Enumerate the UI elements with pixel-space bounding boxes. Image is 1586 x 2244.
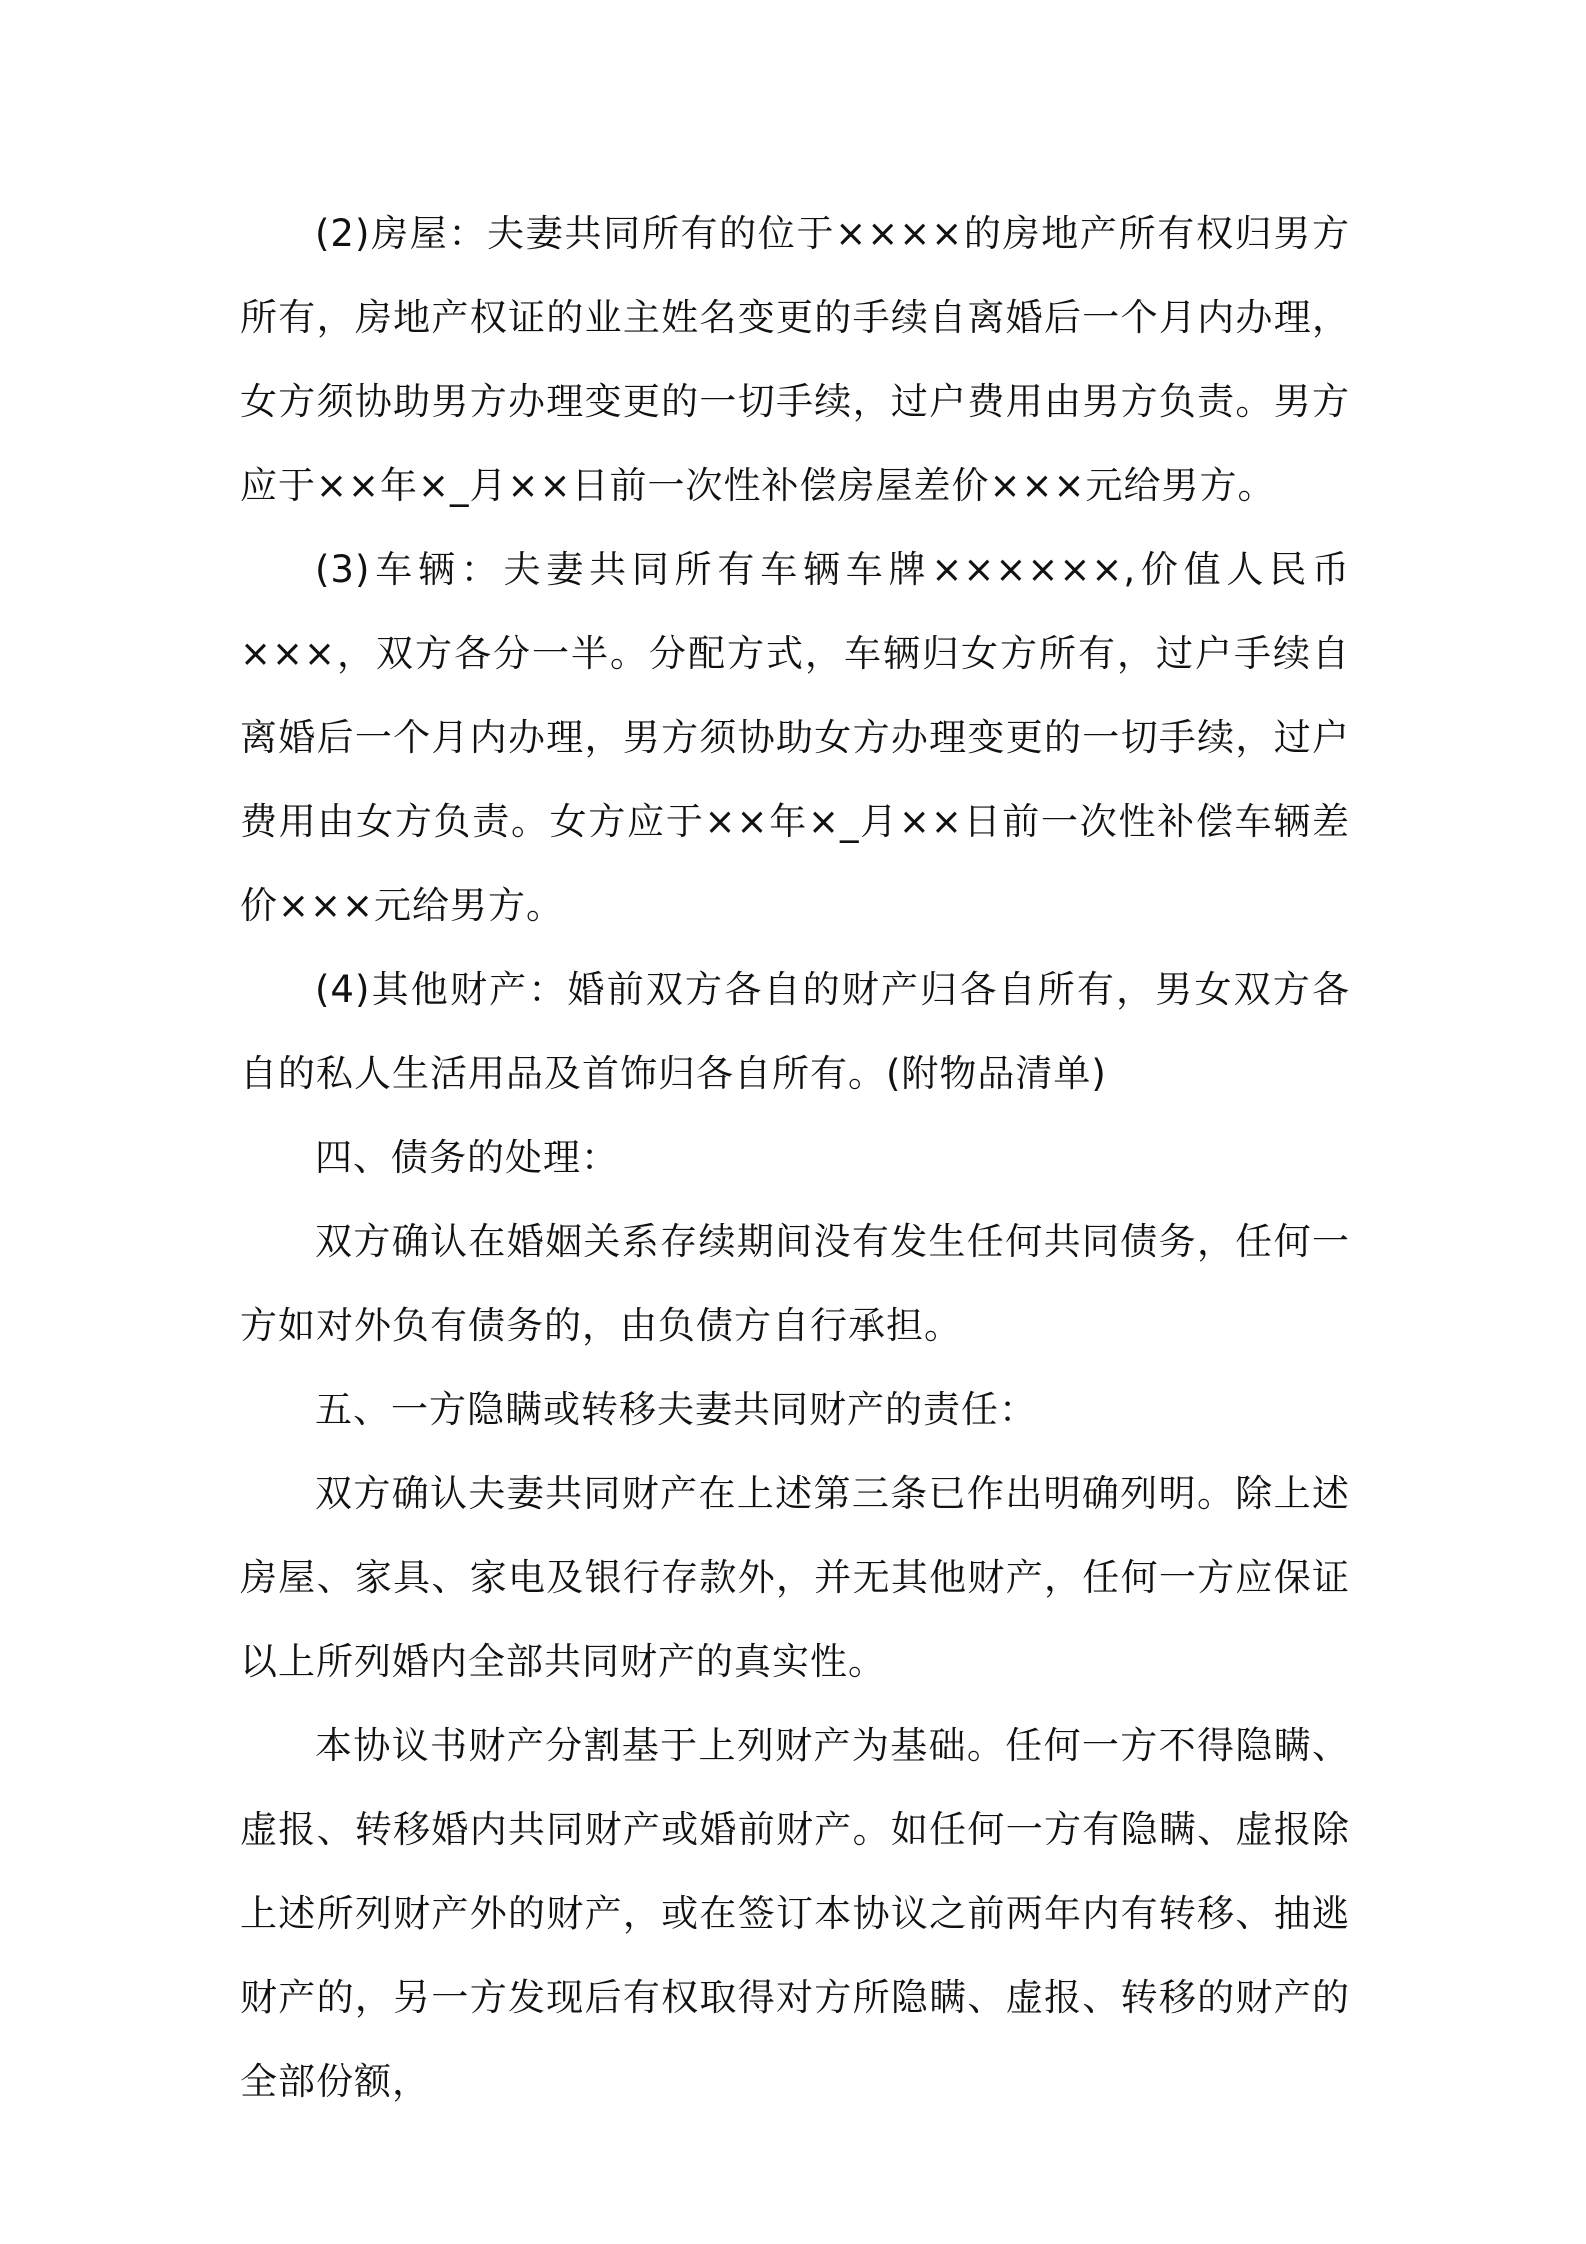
paragraph-joint-property-confirmation: 双方确认夫妻共同财产在上述第三条已作出明确列明。除上述房屋、家具、家电及银行存款外，并无其他财产，任何一方应保证以上所列婚内全部共同财产的真实性。 [240,1472,1350,1683]
document-body [240,192,1350,2124]
heading-concealment-liability: 五、一方隐瞒或转移夫妻共同财产的责任： [315,1388,1037,1431]
paragraph-vehicle: (3)车辆：夫妻共同所有车辆车牌××××××,价值人民币×××，双方各分一半。分配方式，车辆归女方所有，过户手续自离婚后一个月内办理，男方须协助女方办理变更的一切手续，过户费用由女方负责。女方应于××年×_月××日前一次性补偿车辆差价×××元给男方。 [240,548,1350,927]
paragraph-property-division-basis: 本协议书财产分割基于上列财产为基础。任何一方不得隐瞒、虚报、转移婚内共同财产或婚前财产。如任何一方有隐瞒、虚报除上述所列财产外的财产，或在签订本协议之前两年内有转移、抽逃财产的，另一方发现后有权取得对方所隐瞒、虚报、转移的财产的全部份额， [240,1724,1350,2103]
paragraph-house: (2)房屋：夫妻共同所有的位于××××的房地产所有权归男方所有，房地产权证的业主姓名变更的手续自离婚后一个月内办理，女方须协助男方办理变更的一切手续，过户费用由男方负责。男方应于××年×_月××日前一次性补偿房屋差价×××元给男方。 [240,212,1350,507]
heading-debt-handling: 四、债务的处理： [315,1136,619,1179]
paragraph-debt: 双方确认在婚姻关系存续期间没有发生任何共同债务，任何一方如对外负有债务的，由负债方自行承担。 [240,1220,1350,1347]
paragraph-other-property: (4)其他财产：婚前双方各自的财产归各自所有，男女双方各自的私人生活用品及首饰归各自所有。(附物品清单) [240,968,1350,1095]
